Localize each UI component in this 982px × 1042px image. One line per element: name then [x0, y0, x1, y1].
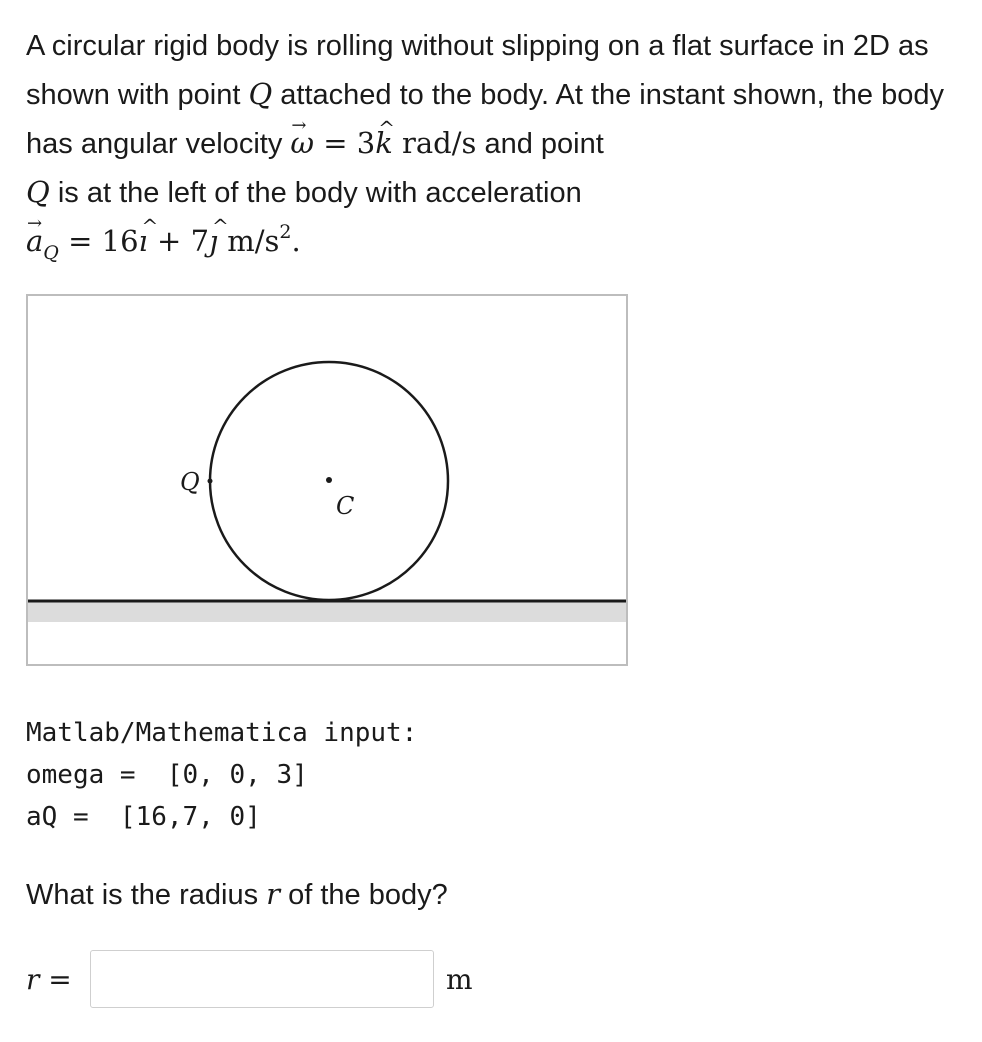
- code-aq-line: aQ = [16,7, 0]: [26, 802, 261, 832]
- omega-vector-symbol: → ω: [290, 119, 314, 167]
- code-omega-line: omega = [0, 0, 3]: [26, 760, 308, 790]
- prompt-part1: What is the radius: [26, 879, 267, 911]
- period: .: [291, 224, 301, 258]
- code-header: Matlab/Mathematica input:: [26, 718, 418, 748]
- point-q-symbol: Q: [248, 77, 273, 111]
- center-point: [326, 477, 332, 483]
- question-text: [26, 22, 966, 269]
- acceleration-x-value: 16: [101, 224, 139, 258]
- radius-input[interactable]: [90, 950, 434, 1008]
- plus-sign: +: [147, 224, 191, 258]
- acceleration-unit-exponent: 2: [279, 221, 292, 243]
- acceleration-unit: m/s: [218, 224, 280, 258]
- answer-row: [26, 950, 473, 1008]
- j-hat-symbol: ^ ȷ: [209, 217, 218, 265]
- point-q-symbol-2: Q: [26, 175, 50, 209]
- acceleration-vector-symbol: → a: [26, 217, 43, 265]
- question-part1: A circular rigid body is rolling without slipping on a flat surface in 2D as shown with point: [26, 30, 929, 111]
- answer-unit: m: [446, 962, 473, 996]
- omega-unit: rad/s: [392, 126, 477, 160]
- label-q: Q: [180, 468, 200, 496]
- ground-surface: [28, 602, 626, 622]
- figure-svg: [28, 296, 626, 664]
- question-part4: is at the left of the body with acceleration: [49, 177, 582, 209]
- label-c: C: [336, 492, 355, 520]
- point-q-marker: [208, 479, 213, 484]
- prompt-part2: of the body?: [280, 879, 448, 911]
- question-part3: and point: [476, 128, 604, 160]
- k-hat-symbol: ^ k: [375, 119, 393, 167]
- radius-prompt: [26, 872, 448, 917]
- equals-sign-2: =: [58, 224, 102, 258]
- rolling-body-figure: [26, 294, 628, 666]
- matlab-input-block: [26, 712, 417, 838]
- radius-variable: r: [266, 877, 281, 911]
- question-part2: attached to the body. At the instant shown, the body has angular velocity: [26, 79, 945, 160]
- acceleration-y-value: 7: [190, 224, 210, 258]
- i-hat-symbol: ^ ı: [139, 217, 148, 265]
- equals-sign: =: [314, 126, 357, 160]
- answer-label: r =: [26, 962, 72, 996]
- acceleration-subscript: Q: [43, 242, 59, 264]
- omega-value: 3: [356, 126, 376, 160]
